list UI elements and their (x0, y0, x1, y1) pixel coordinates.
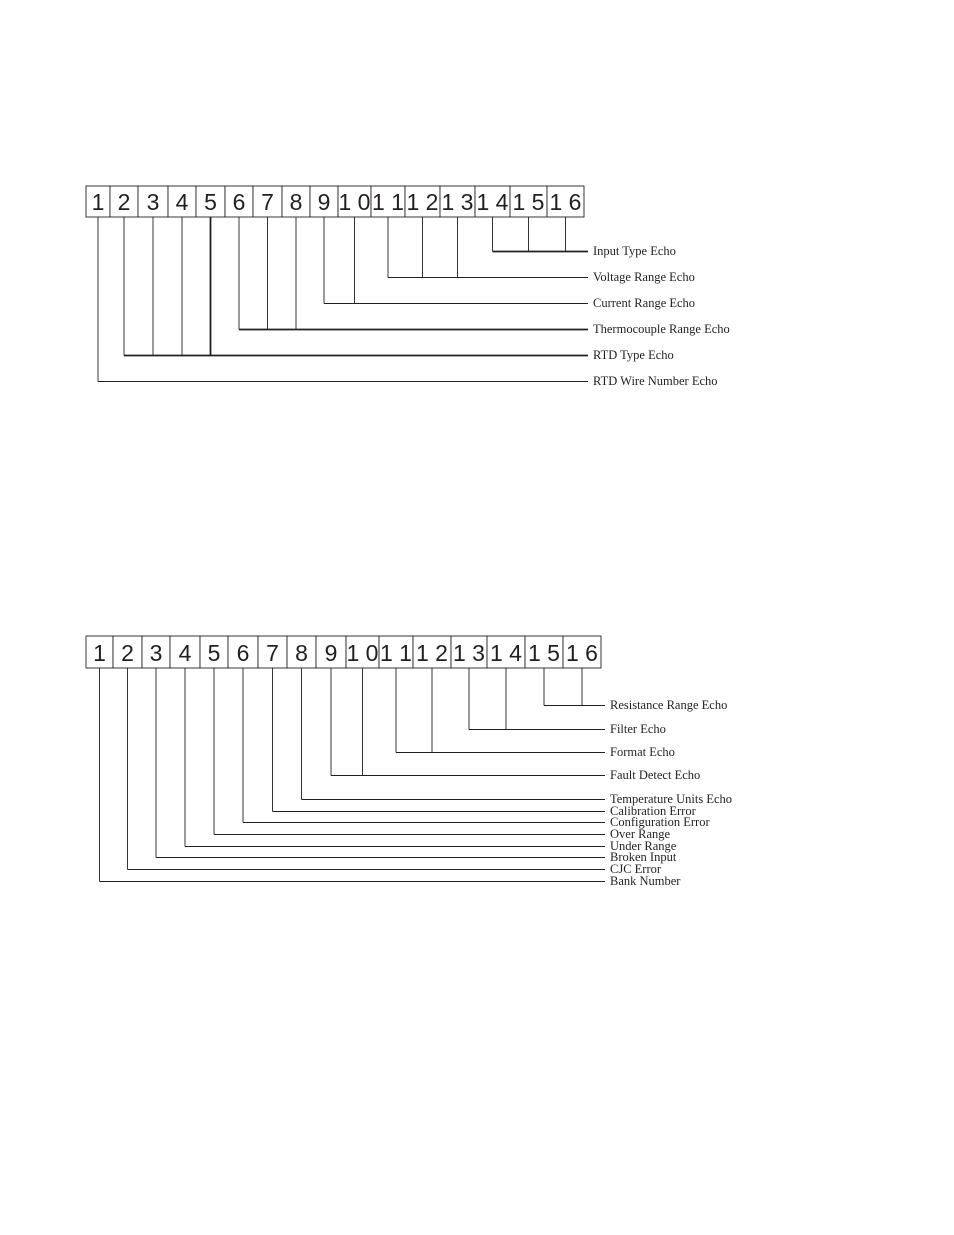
field-label: Under Range (610, 839, 677, 853)
bit-number-2: 2 (121, 640, 134, 666)
field-label: Filter Echo (610, 722, 666, 736)
field-label: Calibration Error (610, 804, 696, 818)
bit-number-12: 1 2 (406, 189, 439, 215)
field-label: Format Echo (610, 745, 675, 759)
field-label: Current Range Echo (593, 296, 696, 310)
field-label: RTD Type Echo (593, 348, 674, 362)
bit-number-13: 1 3 (441, 189, 474, 215)
field-label: Voltage Range Echo (593, 270, 695, 284)
bit-number-9: 9 (317, 189, 331, 215)
bit-number-2: 2 (117, 189, 131, 215)
field-label: Resistance Range Echo (610, 698, 728, 712)
bit-number-5: 5 (204, 189, 217, 215)
bit-number-3: 3 (149, 640, 163, 666)
bit-number-12: 1 2 (416, 640, 448, 666)
bit-number-15: 1 5 (528, 640, 560, 666)
bit-number-10: 1 0 (346, 640, 379, 666)
field-label: Broken Input (610, 850, 677, 864)
bit-number-16: 1 6 (549, 189, 582, 215)
diagram-status-word (86, 636, 732, 888)
bit-number-8: 8 (289, 189, 303, 215)
bit-number-13: 1 3 (453, 640, 485, 666)
field-label: Temperature Units Echo (610, 792, 732, 806)
field-label: Fault Detect Echo (610, 768, 701, 782)
field-label: RTD Wire Number Echo (593, 374, 718, 388)
bit-number-1: 1 (93, 640, 106, 666)
bit-number-1: 1 (91, 189, 105, 215)
bit-number-11: 1 1 (380, 640, 412, 666)
bit-number-14: 1 4 (476, 189, 509, 215)
bit-number-6: 6 (232, 189, 246, 215)
bit-number-6: 6 (236, 640, 250, 666)
bit-number-4: 4 (178, 640, 192, 666)
bit-number-7: 7 (266, 640, 279, 666)
bit-number-9: 9 (324, 640, 338, 666)
bit-number-3: 3 (146, 189, 160, 215)
bit-number-8: 8 (295, 640, 308, 666)
field-label: Input Type Echo (593, 244, 676, 258)
field-label: Thermocouple Range Echo (593, 322, 730, 336)
bit-number-5: 5 (207, 640, 221, 666)
diagram-input-echo-word (86, 186, 730, 388)
bit-number-11: 1 1 (372, 189, 404, 215)
bit-number-4: 4 (175, 189, 189, 215)
bit-number-14: 1 4 (490, 640, 522, 666)
bit-number-10: 1 0 (338, 189, 371, 215)
field-label: Configuration Error (610, 815, 710, 829)
bit-number-16: 1 6 (566, 640, 598, 666)
bit-number-15: 1 5 (512, 189, 545, 215)
field-label: Over Range (610, 827, 671, 841)
bit-number-7: 7 (261, 189, 274, 215)
field-label: Bank Number (610, 874, 681, 888)
field-label: CJC Error (610, 862, 662, 876)
